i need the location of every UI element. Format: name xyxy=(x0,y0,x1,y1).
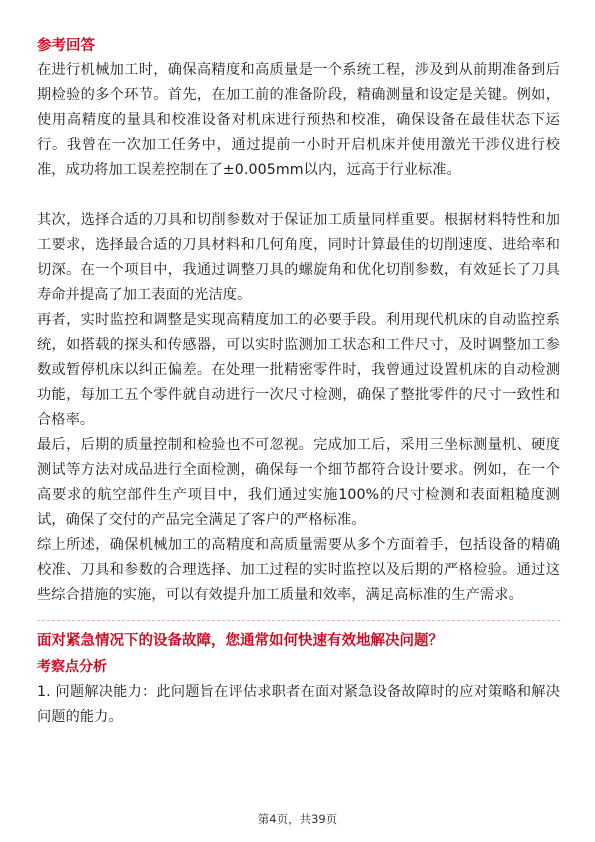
answer-heading: 参考回答 xyxy=(37,38,95,54)
answer-paragraph-2: 其次，选择合适的刀具和切削参数对于保证加工质量同样重要。根据材料特性和加工要求，选择最合适的刀具材料和几何角度，同时计算最佳的切削速度、进给率和切深。在一个项目中，我通过调整刀具的螺旋角和优化切削参数，有效延长了刀具寿命并提高了加工表面的光洁度。 xyxy=(37,212,560,303)
document-page xyxy=(37,36,560,730)
answer-paragraph-1: 在进行机械加工时，确保高精度和高质量是一个系统工程，涉及到从前期准备到后期检验的多个环节。首先，在加工前的准备阶段，精确测量和设定是关键。例如，使用高精度的量具和校准设备对机床进行预热和校准，确保设备在最佳状态下运行。我曾在一次加工任务中，通过提前一小时开启机床并使用激光干涉仪进行校准，成功将加工误差控制在了±0.005mm以内，远高于行业标准。 xyxy=(37,62,560,178)
answer-paragraph-4: 最后，后期的质量控制和检验也不可忽视。完成加工后，采用三坐标测量机、硬度测试等方法对成品进行全面检测，确保每一个细节都符合设计要求。例如，在一个高要求的航空部件生产项目中，我们通过实施100%的尺寸检测和表面粗糙度测试，确保了交付的产品完全满足了客户的严格标准。 xyxy=(37,437,560,528)
section-divider xyxy=(37,620,560,621)
answer-paragraph-5: 综上所述，确保机械加工的高精度和高质量需要从多个方面着手，包括设备的精确校准、刀具和参数的合理选择、加工过程的实时监控以及后期的严格检验。通过这些综合措施的实施，可以有效提升加工质量和效率，满足高标准的生产需求。 xyxy=(37,537,560,603)
question-heading: 面对紧急情况下的设备故障，您通常如何快速有效地解决问题？ xyxy=(37,633,443,649)
analysis-heading: 考察点分析 xyxy=(37,659,107,675)
answer-paragraph-3: 再者，实时监控和调整是实现高精度加工的必要手段。利用现代机床的自动监控系统，如搭载的探头和传感器，可以实时监测加工状态和工件尺寸，及时调整加工参数或暂停机床以纠正偏差。在处理一批精密零件时，我曾通过设置机床的自动检测功能，每加工五个零件就自动进行一次尺寸检测，确保了整批零件的尺寸一致性和合格率。 xyxy=(37,312,560,428)
analysis-item-1: 1. 问题解决能力：此问题旨在评估求职者在面对紧急设备故障时的应对策略和解决问题的能力。 xyxy=(37,684,560,725)
page-footer: 第4页，共39页 xyxy=(257,812,338,826)
